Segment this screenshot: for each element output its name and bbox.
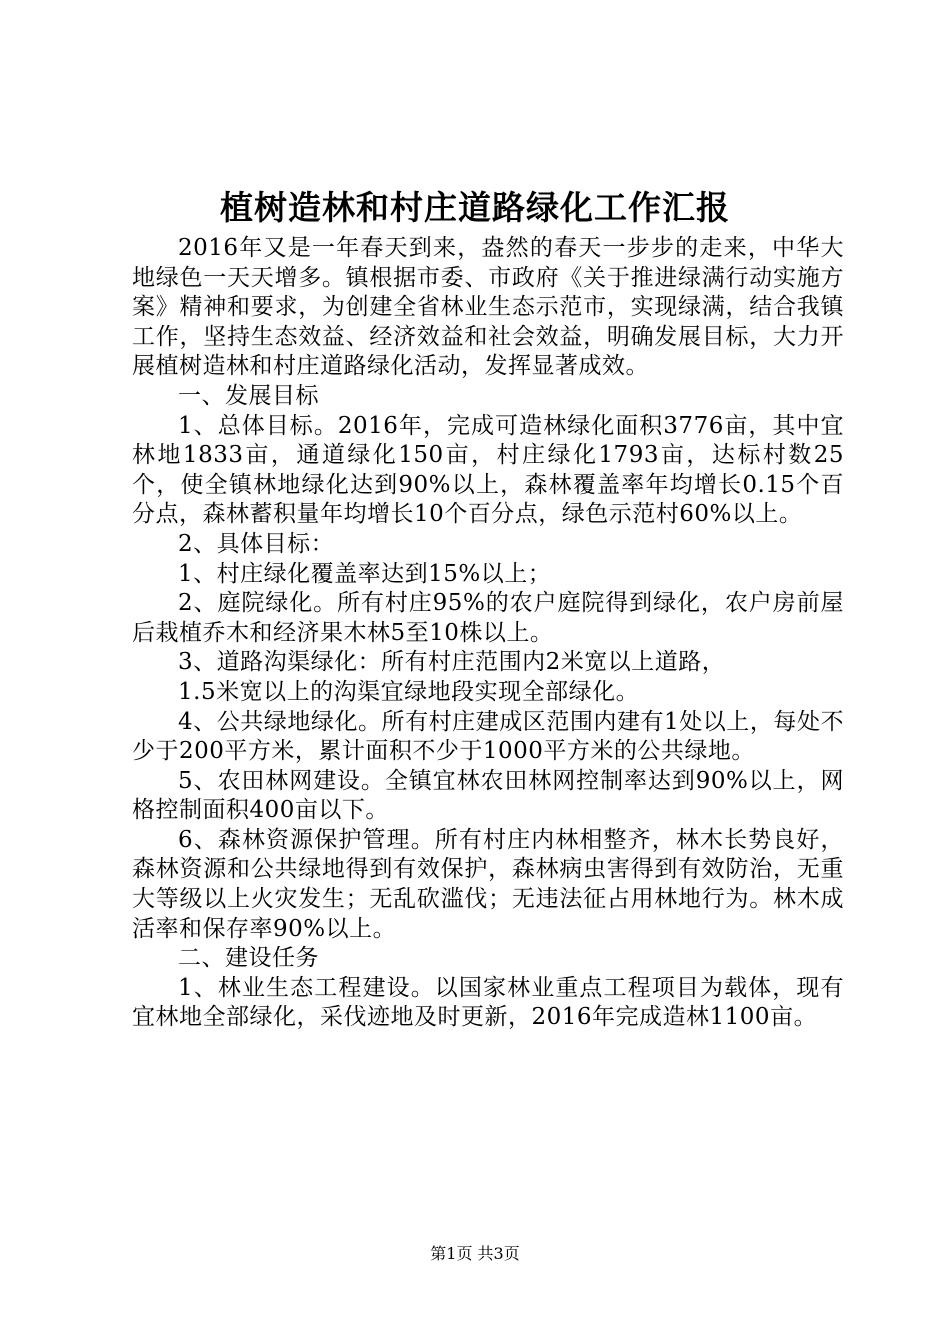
paragraph-courtyard-greening: 2、庭院绿化。所有村庄95%的农户庭院得到绿化，农户房前屋后栽植乔木和经济果木林5至10株以上。: [132, 590, 844, 646]
paragraph-road-greening: 3、道路沟渠绿化：所有村庄范围内2米宽以上道路，: [178, 649, 726, 676]
document-body: [132, 234, 844, 1033]
paragraph-ecological-engineering: 1、林业生态工程建设。以国家林业重点工程项目为载体，现有宜林地全部绿化，采伐迹地及时更新，2016年完成造林1100亩。: [132, 974, 844, 1031]
heading-specific-goals: 2、具体目标：: [178, 530, 335, 557]
paragraph-farmland-network: 5、农田林网建设。全镇宜林农田林网控制率达到90%以上，网格控制面积400亩以下。: [132, 767, 844, 824]
paragraph-intro: 2016年又是一年春天到来，盎然的春天一步步的走来，中华大地绿色一天天增多。镇根据市委、市政府《关于推进绿满行动实施方案》精神和要求，为创建全省林业生态示范市，实现绿满，结合我镇工作，坚持生态效益、经济效益和社会效益，明确发展目标，大力开展植树造林和村庄道路绿化活动，发挥显著成效。: [132, 235, 844, 380]
paragraph-public-greenland: 4、公共绿地绿化。所有村庄建成区范围内建有1处以上，每处不少于200平方米，累计面积不少于1000平方米的公共绿地。: [132, 708, 844, 765]
heading-development-goals: 一、发展目标: [178, 382, 319, 409]
paragraph-forest-protection: 6、森林资源保护管理。所有村庄内林相整齐，林木长势良好，森林资源和公共绿地得到有效保护，森林病虫害得到有效防治，无重大等级以上火灾发生；无乱砍滥伐；无违法征占用林地行为。林木成活率和保存率90%以上。: [132, 826, 844, 942]
paragraph-village-coverage: 1、村庄绿化覆盖率达到15%以上；: [178, 560, 552, 587]
paragraph-overall-goal: 1、总体目标。2016年，完成可造林绿化面积3776亩，其中宜林地1833亩，通道绿化150亩，村庄绿化1793亩，达标村数25个，使全镇林地绿化达到90%以上，森林覆盖率年均增长0.15个百分点，森林蓄积量年均增长10个百分点，绿色示范村60%以上。: [132, 412, 844, 528]
document-title: 植树造林和村庄道路绿化工作汇报: [220, 188, 730, 227]
page-footer: 第1页 共3页: [430, 1244, 520, 1263]
heading-construction-tasks: 二、建设任务: [178, 945, 319, 972]
paragraph-ditch-greening: 1.5米宽以上的沟渠宜绿地段实现全部绿化。: [178, 678, 640, 705]
